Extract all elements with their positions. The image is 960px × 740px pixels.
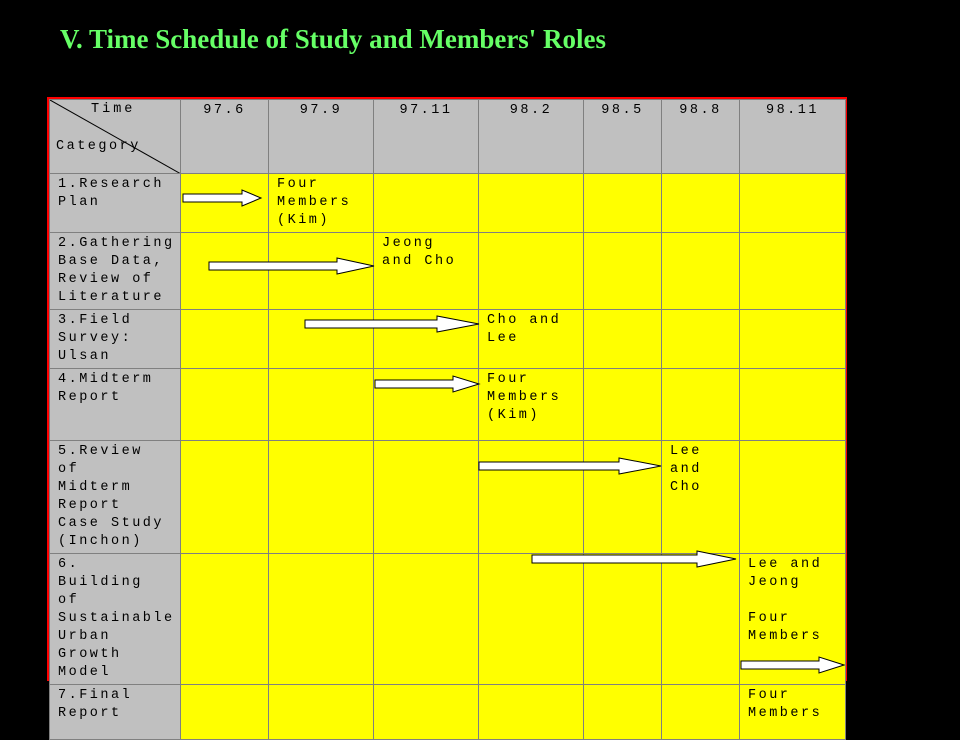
schedule-cell xyxy=(740,310,846,369)
schedule-cell xyxy=(662,441,740,554)
schedule-cell xyxy=(269,174,374,233)
schedule-cell xyxy=(374,369,479,441)
schedule-cell xyxy=(740,233,846,310)
schedule-cell xyxy=(479,441,584,554)
category-cell xyxy=(50,554,181,685)
schedule-cell xyxy=(584,441,662,554)
schedule-cell xyxy=(374,554,479,685)
role-label: Four Members (Kim) xyxy=(277,177,352,228)
slide-title: V. Time Schedule of Study and Members' Roles xyxy=(60,24,607,54)
category-label: 1.Research Plan xyxy=(58,177,165,210)
schedule-cell xyxy=(662,554,740,685)
schedule-cell xyxy=(740,174,846,233)
schedule-cell xyxy=(584,369,662,441)
schedule-cell xyxy=(740,685,846,740)
period-header: 98.8 xyxy=(662,100,740,174)
role-label: Jeong and Cho xyxy=(382,236,457,269)
schedule-cell xyxy=(269,441,374,554)
schedule-row xyxy=(50,369,846,441)
header-row xyxy=(50,100,846,174)
schedule-cell xyxy=(269,310,374,369)
schedule-cell xyxy=(269,369,374,441)
schedule-cell xyxy=(584,310,662,369)
schedule-cell xyxy=(662,310,740,369)
schedule-cell xyxy=(479,233,584,310)
schedule-cell xyxy=(740,441,846,554)
schedule-cell xyxy=(479,174,584,233)
schedule-cell xyxy=(374,233,479,310)
category-cell xyxy=(50,685,181,740)
schedule-cell xyxy=(181,441,269,554)
schedule-cell xyxy=(374,441,479,554)
schedule-table xyxy=(47,97,847,721)
schedule-row xyxy=(50,174,846,233)
role-label: Lee and Cho xyxy=(670,444,702,495)
category-cell xyxy=(50,441,181,554)
category-label: 5.Review of Midterm Report Case Study (Inchon) xyxy=(58,444,165,549)
category-label: 6. Building of Sustainable Urban Growth Model xyxy=(58,557,175,680)
schedule-cell xyxy=(584,685,662,740)
corner-cell xyxy=(50,100,181,174)
schedule-row xyxy=(50,233,846,310)
schedule-cell xyxy=(740,369,846,441)
role-label: Four Members xyxy=(748,688,823,721)
category-label: 2.Gathering Base Data, Review of Literature xyxy=(58,236,175,305)
schedule-cell xyxy=(584,554,662,685)
schedule-cell xyxy=(479,554,584,685)
schedule-cell xyxy=(374,310,479,369)
category-cell xyxy=(50,174,181,233)
schedule-cell xyxy=(740,554,846,685)
period-header: 98.11 xyxy=(740,100,846,174)
schedule-cell xyxy=(479,685,584,740)
schedule-cell xyxy=(181,174,269,233)
role-label: Four Members (Kim) xyxy=(487,372,562,423)
period-header: 97.9 xyxy=(269,100,374,174)
period-header: 97.6 xyxy=(181,100,269,174)
schedule-cell xyxy=(181,369,269,441)
schedule-cell xyxy=(181,310,269,369)
schedule-cell xyxy=(269,233,374,310)
corner-time-label: Time xyxy=(91,102,136,117)
category-cell xyxy=(50,369,181,441)
category-label: 7.Final Report xyxy=(58,688,133,721)
schedule-cell xyxy=(181,233,269,310)
category-cell xyxy=(50,310,181,369)
period-header: 98.5 xyxy=(584,100,662,174)
schedule-row xyxy=(50,310,846,369)
schedule-cell xyxy=(181,685,269,740)
category-label: 4.Midterm Report xyxy=(58,372,154,405)
schedule-cell xyxy=(479,310,584,369)
schedule-cell xyxy=(584,174,662,233)
schedule-cell xyxy=(584,233,662,310)
period-header: 98.2 xyxy=(479,100,584,174)
schedule-row xyxy=(50,441,846,554)
category-cell xyxy=(50,233,181,310)
role-label: Cho and Lee xyxy=(487,313,562,346)
category-label: 3.Field Survey: Ulsan xyxy=(58,313,133,364)
schedule-cell xyxy=(374,174,479,233)
period-header: 97.11 xyxy=(374,100,479,174)
schedule-cell xyxy=(181,554,269,685)
schedule-cell xyxy=(662,369,740,441)
corner-category-label: Category xyxy=(56,139,141,154)
schedule-cell xyxy=(269,554,374,685)
schedule-cell xyxy=(662,174,740,233)
schedule-cell xyxy=(662,685,740,740)
schedule-cell xyxy=(269,685,374,740)
schedule-cell xyxy=(662,233,740,310)
schedule-cell xyxy=(374,685,479,740)
schedule-row xyxy=(50,685,846,740)
schedule-cell xyxy=(479,369,584,441)
role-label: Lee and Jeong Four Members xyxy=(748,557,823,644)
schedule-row xyxy=(50,554,846,685)
